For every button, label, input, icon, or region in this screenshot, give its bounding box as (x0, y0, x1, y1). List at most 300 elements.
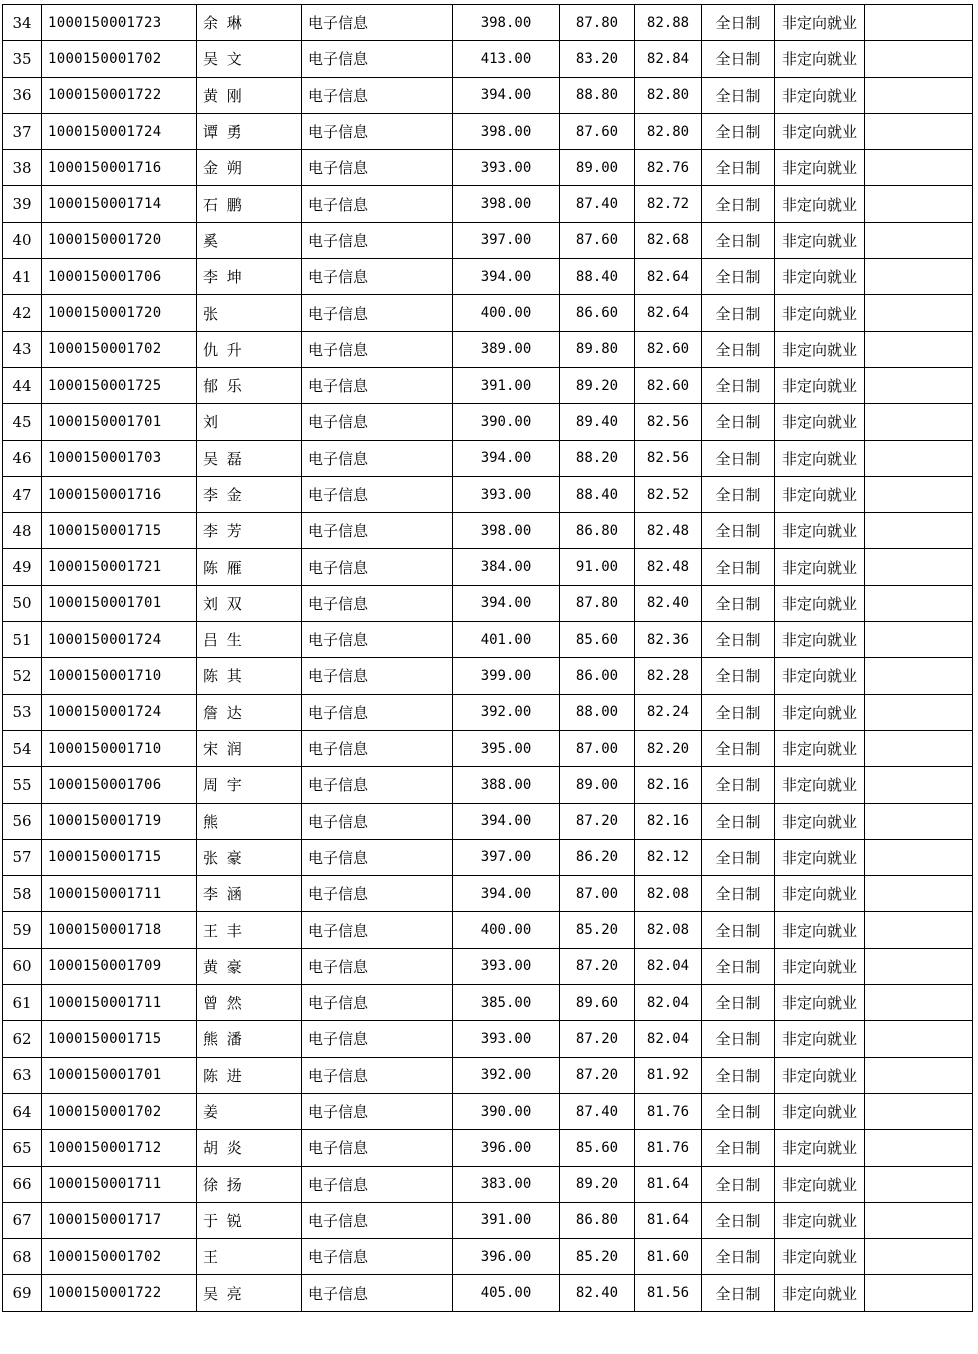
total-score-cell: 82.48 (635, 513, 702, 549)
candidate-name-cell: 奚 (197, 222, 302, 258)
table-row (3, 948, 973, 984)
table-row (3, 1021, 973, 1057)
initial-score-cell: 398.00 (453, 513, 560, 549)
candidate-name-cell: 李 芳 (197, 513, 302, 549)
retest-score-cell: 85.60 (560, 1130, 635, 1166)
row-number-cell: 55 (3, 767, 42, 803)
major-cell: 电子信息 (302, 404, 453, 440)
table-row (3, 1166, 973, 1202)
retest-score-cell: 89.20 (560, 1166, 635, 1202)
table-row (3, 41, 973, 77)
initial-score-cell: 393.00 (453, 1021, 560, 1057)
study-mode-cell: 全日制 (702, 1275, 775, 1311)
initial-score-cell: 394.00 (453, 77, 560, 113)
candidate-name-cell: 曾 然 (197, 985, 302, 1021)
table-row (3, 150, 973, 186)
remark-cell (865, 113, 973, 149)
major-cell: 电子信息 (302, 150, 453, 186)
retest-score-cell: 88.80 (560, 77, 635, 113)
initial-score-cell: 394.00 (453, 585, 560, 621)
row-number-cell: 44 (3, 367, 42, 403)
exam-id-cell: 1000150001724 (42, 622, 197, 658)
employment-type-cell: 非定向就业 (775, 295, 865, 331)
remark-cell (865, 622, 973, 658)
initial-score-cell: 394.00 (453, 876, 560, 912)
exam-id-cell: 1000150001715 (42, 513, 197, 549)
study-mode-cell: 全日制 (702, 41, 775, 77)
admission-list-table (2, 4, 973, 1312)
remark-cell (865, 585, 973, 621)
exam-id-cell: 1000150001716 (42, 476, 197, 512)
initial-score-cell: 397.00 (453, 222, 560, 258)
table-row (3, 113, 973, 149)
exam-id-cell: 1000150001711 (42, 876, 197, 912)
remark-cell (865, 5, 973, 41)
exam-id-cell: 1000150001711 (42, 1166, 197, 1202)
row-number-cell: 36 (3, 77, 42, 113)
table-row (3, 985, 973, 1021)
employment-type-cell: 非定向就业 (775, 985, 865, 1021)
initial-score-cell: 393.00 (453, 476, 560, 512)
retest-score-cell: 87.80 (560, 585, 635, 621)
remark-cell (865, 295, 973, 331)
major-cell: 电子信息 (302, 876, 453, 912)
row-number-cell: 42 (3, 295, 42, 331)
study-mode-cell: 全日制 (702, 912, 775, 948)
employment-type-cell: 非定向就业 (775, 1239, 865, 1275)
major-cell: 电子信息 (302, 367, 453, 403)
table-row (3, 1239, 973, 1275)
study-mode-cell: 全日制 (702, 1093, 775, 1129)
remark-cell (865, 77, 973, 113)
employment-type-cell: 非定向就业 (775, 113, 865, 149)
employment-type-cell: 非定向就业 (775, 1057, 865, 1093)
exam-id-cell: 1000150001711 (42, 985, 197, 1021)
study-mode-cell: 全日制 (702, 5, 775, 41)
study-mode-cell: 全日制 (702, 113, 775, 149)
total-score-cell: 82.04 (635, 985, 702, 1021)
remark-cell (865, 513, 973, 549)
retest-score-cell: 89.00 (560, 767, 635, 803)
exam-id-cell: 1000150001724 (42, 694, 197, 730)
retest-score-cell: 86.60 (560, 295, 635, 331)
exam-id-cell: 1000150001714 (42, 186, 197, 222)
table-row (3, 513, 973, 549)
employment-type-cell: 非定向就业 (775, 585, 865, 621)
remark-cell (865, 1057, 973, 1093)
initial-score-cell: 413.00 (453, 41, 560, 77)
total-score-cell: 81.64 (635, 1166, 702, 1202)
remark-cell (865, 1021, 973, 1057)
retest-score-cell: 87.20 (560, 1057, 635, 1093)
table-row (3, 839, 973, 875)
table-row (3, 912, 973, 948)
initial-score-cell: 398.00 (453, 5, 560, 41)
study-mode-cell: 全日制 (702, 222, 775, 258)
total-score-cell: 82.64 (635, 259, 702, 295)
candidate-name-cell: 郁 乐 (197, 367, 302, 403)
initial-score-cell: 396.00 (453, 1130, 560, 1166)
row-number-cell: 69 (3, 1275, 42, 1311)
study-mode-cell: 全日制 (702, 404, 775, 440)
table-row (3, 1202, 973, 1238)
row-number-cell: 67 (3, 1202, 42, 1238)
total-score-cell: 82.16 (635, 803, 702, 839)
major-cell: 电子信息 (302, 5, 453, 41)
study-mode-cell: 全日制 (702, 367, 775, 403)
exam-id-cell: 1000150001722 (42, 1275, 197, 1311)
row-number-cell: 62 (3, 1021, 42, 1057)
remark-cell (865, 1130, 973, 1166)
candidate-name-cell: 詹 达 (197, 694, 302, 730)
exam-id-cell: 1000150001718 (42, 912, 197, 948)
initial-score-cell: 384.00 (453, 549, 560, 585)
candidate-name-cell: 陈 其 (197, 658, 302, 694)
employment-type-cell: 非定向就业 (775, 186, 865, 222)
table-row (3, 476, 973, 512)
initial-score-cell: 393.00 (453, 948, 560, 984)
table-row (3, 1275, 973, 1311)
candidate-name-cell: 胡 炎 (197, 1130, 302, 1166)
exam-id-cell: 1000150001716 (42, 150, 197, 186)
retest-score-cell: 88.20 (560, 440, 635, 476)
major-cell: 电子信息 (302, 77, 453, 113)
employment-type-cell: 非定向就业 (775, 658, 865, 694)
initial-score-cell: 400.00 (453, 912, 560, 948)
table-row (3, 440, 973, 476)
study-mode-cell: 全日制 (702, 730, 775, 766)
retest-score-cell: 88.00 (560, 694, 635, 730)
total-score-cell: 81.76 (635, 1093, 702, 1129)
candidate-name-cell: 王 丰 (197, 912, 302, 948)
exam-id-cell: 1000150001701 (42, 1057, 197, 1093)
row-number-cell: 59 (3, 912, 42, 948)
total-score-cell: 82.08 (635, 912, 702, 948)
remark-cell (865, 876, 973, 912)
major-cell: 电子信息 (302, 948, 453, 984)
retest-score-cell: 87.40 (560, 1093, 635, 1129)
candidate-name-cell: 黄 刚 (197, 77, 302, 113)
study-mode-cell: 全日制 (702, 186, 775, 222)
exam-id-cell: 1000150001720 (42, 222, 197, 258)
table-row (3, 767, 973, 803)
row-number-cell: 39 (3, 186, 42, 222)
major-cell: 电子信息 (302, 440, 453, 476)
candidate-name-cell: 张 豪 (197, 839, 302, 875)
major-cell: 电子信息 (302, 694, 453, 730)
major-cell: 电子信息 (302, 839, 453, 875)
remark-cell (865, 839, 973, 875)
table-row (3, 803, 973, 839)
exam-id-cell: 1000150001709 (42, 948, 197, 984)
exam-id-cell: 1000150001725 (42, 367, 197, 403)
remark-cell (865, 367, 973, 403)
study-mode-cell: 全日制 (702, 658, 775, 694)
retest-score-cell: 82.40 (560, 1275, 635, 1311)
row-number-cell: 38 (3, 150, 42, 186)
candidate-name-cell: 吕 生 (197, 622, 302, 658)
remark-cell (865, 1093, 973, 1129)
major-cell: 电子信息 (302, 730, 453, 766)
candidate-name-cell: 吴 文 (197, 41, 302, 77)
candidate-name-cell: 周 宇 (197, 767, 302, 803)
row-number-cell: 43 (3, 331, 42, 367)
study-mode-cell: 全日制 (702, 767, 775, 803)
candidate-name-cell: 熊 潘 (197, 1021, 302, 1057)
candidate-name-cell: 李 坤 (197, 259, 302, 295)
candidate-name-cell: 宋 润 (197, 730, 302, 766)
initial-score-cell: 401.00 (453, 622, 560, 658)
retest-score-cell: 86.80 (560, 513, 635, 549)
retest-score-cell: 86.00 (560, 658, 635, 694)
exam-id-cell: 1000150001715 (42, 839, 197, 875)
major-cell: 电子信息 (302, 41, 453, 77)
initial-score-cell: 383.00 (453, 1166, 560, 1202)
candidate-name-cell: 姜 (197, 1093, 302, 1129)
study-mode-cell: 全日制 (702, 331, 775, 367)
retest-score-cell: 87.60 (560, 113, 635, 149)
retest-score-cell: 87.20 (560, 948, 635, 984)
exam-id-cell: 1000150001706 (42, 767, 197, 803)
retest-score-cell: 87.60 (560, 222, 635, 258)
initial-score-cell: 388.00 (453, 767, 560, 803)
study-mode-cell: 全日制 (702, 77, 775, 113)
initial-score-cell: 397.00 (453, 839, 560, 875)
remark-cell (865, 730, 973, 766)
total-score-cell: 82.40 (635, 585, 702, 621)
row-number-cell: 50 (3, 585, 42, 621)
initial-score-cell: 405.00 (453, 1275, 560, 1311)
row-number-cell: 40 (3, 222, 42, 258)
exam-id-cell: 1000150001703 (42, 440, 197, 476)
employment-type-cell: 非定向就业 (775, 513, 865, 549)
employment-type-cell: 非定向就业 (775, 331, 865, 367)
initial-score-cell: 395.00 (453, 730, 560, 766)
major-cell: 电子信息 (302, 476, 453, 512)
row-number-cell: 57 (3, 839, 42, 875)
candidate-name-cell: 陈 雁 (197, 549, 302, 585)
initial-score-cell: 391.00 (453, 1202, 560, 1238)
table-row (3, 694, 973, 730)
candidate-name-cell: 石 鹏 (197, 186, 302, 222)
candidate-name-cell: 刘 双 (197, 585, 302, 621)
major-cell: 电子信息 (302, 985, 453, 1021)
total-score-cell: 82.56 (635, 404, 702, 440)
table-row (3, 77, 973, 113)
total-score-cell: 82.24 (635, 694, 702, 730)
remark-cell (865, 549, 973, 585)
exam-id-cell: 1000150001702 (42, 41, 197, 77)
retest-score-cell: 87.20 (560, 1021, 635, 1057)
exam-id-cell: 1000150001701 (42, 585, 197, 621)
major-cell: 电子信息 (302, 1021, 453, 1057)
row-number-cell: 51 (3, 622, 42, 658)
exam-id-cell: 1000150001715 (42, 1021, 197, 1057)
employment-type-cell: 非定向就业 (775, 803, 865, 839)
remark-cell (865, 440, 973, 476)
total-score-cell: 81.60 (635, 1239, 702, 1275)
retest-score-cell: 89.20 (560, 367, 635, 403)
row-number-cell: 35 (3, 41, 42, 77)
row-number-cell: 65 (3, 1130, 42, 1166)
remark-cell (865, 1239, 973, 1275)
study-mode-cell: 全日制 (702, 1202, 775, 1238)
major-cell: 电子信息 (302, 549, 453, 585)
table-row (3, 5, 973, 41)
row-number-cell: 53 (3, 694, 42, 730)
exam-id-cell: 1000150001702 (42, 331, 197, 367)
table-row (3, 259, 973, 295)
row-number-cell: 34 (3, 5, 42, 41)
study-mode-cell: 全日制 (702, 948, 775, 984)
remark-cell (865, 404, 973, 440)
remark-cell (865, 694, 973, 730)
table-body (3, 5, 973, 1312)
employment-type-cell: 非定向就业 (775, 730, 865, 766)
candidate-name-cell: 陈 进 (197, 1057, 302, 1093)
employment-type-cell: 非定向就业 (775, 476, 865, 512)
employment-type-cell: 非定向就业 (775, 1021, 865, 1057)
initial-score-cell: 398.00 (453, 186, 560, 222)
major-cell: 电子信息 (302, 513, 453, 549)
table-row (3, 585, 973, 621)
retest-score-cell: 91.00 (560, 549, 635, 585)
employment-type-cell: 非定向就业 (775, 222, 865, 258)
major-cell: 电子信息 (302, 585, 453, 621)
candidate-name-cell: 谭 勇 (197, 113, 302, 149)
total-score-cell: 81.92 (635, 1057, 702, 1093)
row-number-cell: 49 (3, 549, 42, 585)
candidate-name-cell: 李 涵 (197, 876, 302, 912)
remark-cell (865, 41, 973, 77)
study-mode-cell: 全日制 (702, 1057, 775, 1093)
retest-score-cell: 89.60 (560, 985, 635, 1021)
employment-type-cell: 非定向就业 (775, 1275, 865, 1311)
retest-score-cell: 87.20 (560, 803, 635, 839)
retest-score-cell: 83.20 (560, 41, 635, 77)
major-cell: 电子信息 (302, 803, 453, 839)
remark-cell (865, 803, 973, 839)
employment-type-cell: 非定向就业 (775, 440, 865, 476)
row-number-cell: 61 (3, 985, 42, 1021)
remark-cell (865, 222, 973, 258)
total-score-cell: 82.64 (635, 295, 702, 331)
initial-score-cell: 385.00 (453, 985, 560, 1021)
remark-cell (865, 476, 973, 512)
retest-score-cell: 85.20 (560, 912, 635, 948)
major-cell: 电子信息 (302, 1166, 453, 1202)
total-score-cell: 82.80 (635, 77, 702, 113)
table-row (3, 549, 973, 585)
exam-id-cell: 1000150001717 (42, 1202, 197, 1238)
major-cell: 电子信息 (302, 295, 453, 331)
row-number-cell: 46 (3, 440, 42, 476)
row-number-cell: 45 (3, 404, 42, 440)
total-score-cell: 81.64 (635, 1202, 702, 1238)
major-cell: 电子信息 (302, 1130, 453, 1166)
remark-cell (865, 767, 973, 803)
employment-type-cell: 非定向就业 (775, 1093, 865, 1129)
retest-score-cell: 85.60 (560, 622, 635, 658)
total-score-cell: 82.80 (635, 113, 702, 149)
total-score-cell: 82.16 (635, 767, 702, 803)
study-mode-cell: 全日制 (702, 985, 775, 1021)
row-number-cell: 64 (3, 1093, 42, 1129)
employment-type-cell: 非定向就业 (775, 549, 865, 585)
candidate-name-cell: 于 锐 (197, 1202, 302, 1238)
total-score-cell: 82.88 (635, 5, 702, 41)
total-score-cell: 82.72 (635, 186, 702, 222)
row-number-cell: 37 (3, 113, 42, 149)
table-row (3, 1130, 973, 1166)
study-mode-cell: 全日制 (702, 1130, 775, 1166)
study-mode-cell: 全日制 (702, 513, 775, 549)
study-mode-cell: 全日制 (702, 295, 775, 331)
study-mode-cell: 全日制 (702, 694, 775, 730)
retest-score-cell: 87.00 (560, 730, 635, 766)
row-number-cell: 47 (3, 476, 42, 512)
employment-type-cell: 非定向就业 (775, 767, 865, 803)
retest-score-cell: 87.80 (560, 5, 635, 41)
retest-score-cell: 88.40 (560, 476, 635, 512)
employment-type-cell: 非定向就业 (775, 367, 865, 403)
major-cell: 电子信息 (302, 767, 453, 803)
exam-id-cell: 1000150001710 (42, 658, 197, 694)
table-row (3, 404, 973, 440)
initial-score-cell: 398.00 (453, 113, 560, 149)
candidate-name-cell: 张 (197, 295, 302, 331)
candidate-name-cell: 仇 升 (197, 331, 302, 367)
row-number-cell: 66 (3, 1166, 42, 1202)
remark-cell (865, 150, 973, 186)
employment-type-cell: 非定向就业 (775, 5, 865, 41)
candidate-name-cell: 黄 豪 (197, 948, 302, 984)
study-mode-cell: 全日制 (702, 1166, 775, 1202)
table-row (3, 186, 973, 222)
initial-score-cell: 394.00 (453, 803, 560, 839)
table-row (3, 658, 973, 694)
total-score-cell: 82.52 (635, 476, 702, 512)
remark-cell (865, 658, 973, 694)
remark-cell (865, 1202, 973, 1238)
study-mode-cell: 全日制 (702, 476, 775, 512)
total-score-cell: 82.76 (635, 150, 702, 186)
retest-score-cell: 86.20 (560, 839, 635, 875)
study-mode-cell: 全日制 (702, 585, 775, 621)
row-number-cell: 48 (3, 513, 42, 549)
total-score-cell: 82.12 (635, 839, 702, 875)
candidate-name-cell: 余 琳 (197, 5, 302, 41)
exam-id-cell: 1000150001721 (42, 549, 197, 585)
study-mode-cell: 全日制 (702, 876, 775, 912)
exam-id-cell: 1000150001722 (42, 77, 197, 113)
employment-type-cell: 非定向就业 (775, 1130, 865, 1166)
exam-id-cell: 1000150001724 (42, 113, 197, 149)
exam-id-cell: 1000150001702 (42, 1093, 197, 1129)
retest-score-cell: 89.00 (560, 150, 635, 186)
employment-type-cell: 非定向就业 (775, 876, 865, 912)
exam-id-cell: 1000150001702 (42, 1239, 197, 1275)
table-row (3, 1057, 973, 1093)
total-score-cell: 82.84 (635, 41, 702, 77)
table-row (3, 367, 973, 403)
remark-cell (865, 331, 973, 367)
exam-id-cell: 1000150001712 (42, 1130, 197, 1166)
initial-score-cell: 392.00 (453, 1057, 560, 1093)
employment-type-cell: 非定向就业 (775, 41, 865, 77)
major-cell: 电子信息 (302, 1057, 453, 1093)
total-score-cell: 82.68 (635, 222, 702, 258)
